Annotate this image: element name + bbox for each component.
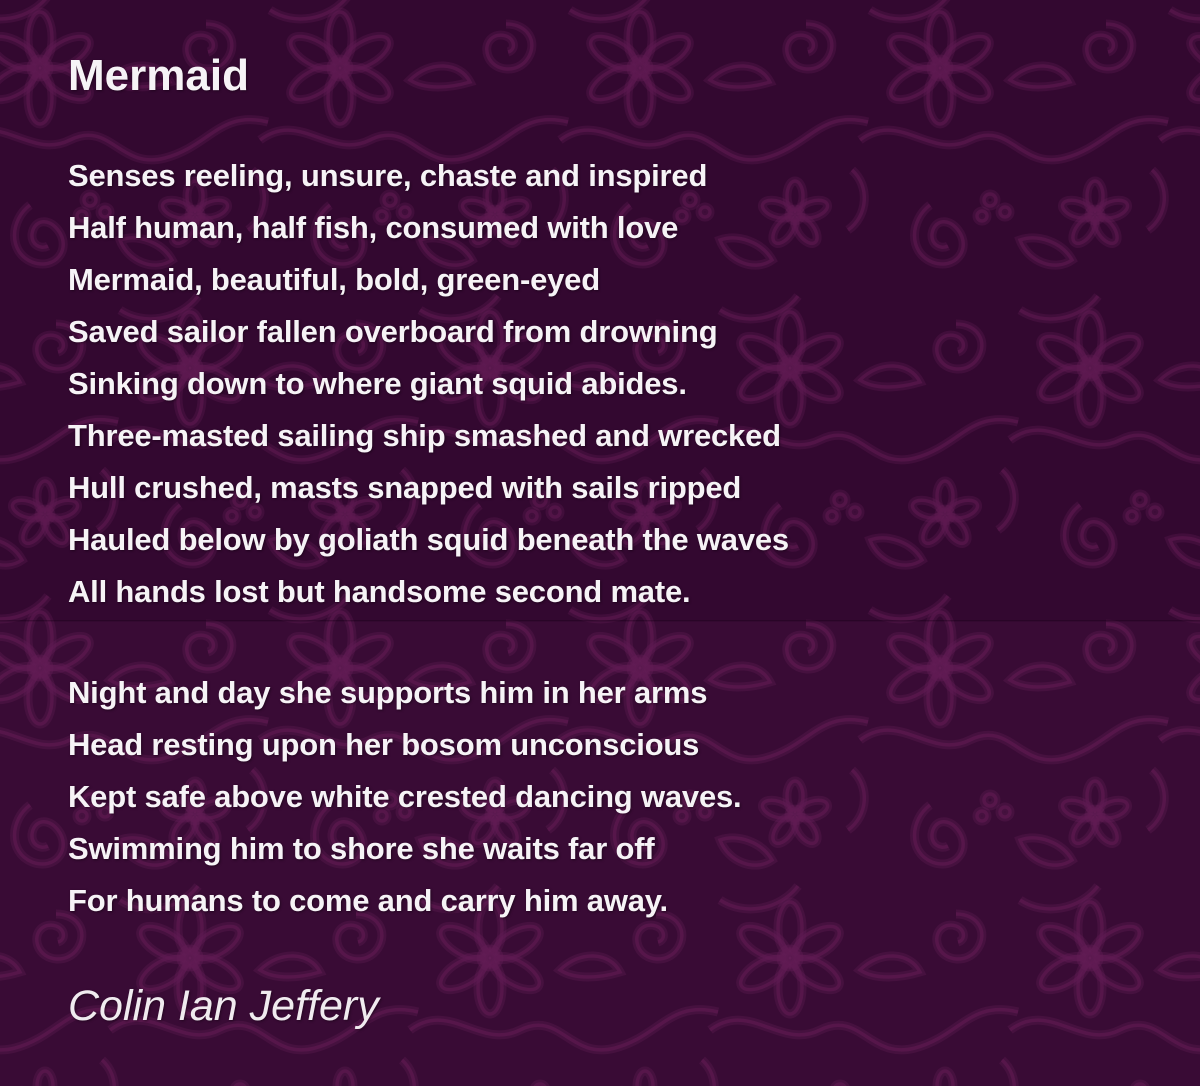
poem-line: Hull crushed, masts snapped with sails ripped xyxy=(68,470,742,505)
poem-line: Hauled below by goliath squid beneath the waves xyxy=(68,522,789,557)
poem-line: Sinking down to where giant squid abides. xyxy=(68,366,687,401)
poem-line: Three-masted sailing ship smashed and wrecked xyxy=(68,418,781,453)
poem-line: Kept safe above white crested dancing waves. xyxy=(68,779,742,814)
poem-stanza-2 xyxy=(68,667,741,927)
poem-line: Mermaid, beautiful, bold, green-eyed xyxy=(68,262,600,297)
poem-line: Senses reeling, unsure, chaste and inspired xyxy=(68,158,708,193)
poem-line: Head resting upon her bosom unconscious xyxy=(68,727,700,762)
poem-line: All hands lost but handsome second mate. xyxy=(68,574,691,609)
poem-line: Swimming him to shore she waits far off xyxy=(68,831,655,866)
poem-author: Colin Ian Jeffery xyxy=(68,982,379,1030)
poem-line: For humans to come and carry him away. xyxy=(68,883,668,918)
poem-line: Half human, half fish, consumed with love xyxy=(68,210,679,245)
poem-stanza-1 xyxy=(68,150,789,618)
poem-line: Saved sailor fallen overboard from drowning xyxy=(68,314,718,349)
poem-line: Night and day she supports him in her arms xyxy=(68,675,708,710)
poem-title: Mermaid xyxy=(68,51,249,100)
